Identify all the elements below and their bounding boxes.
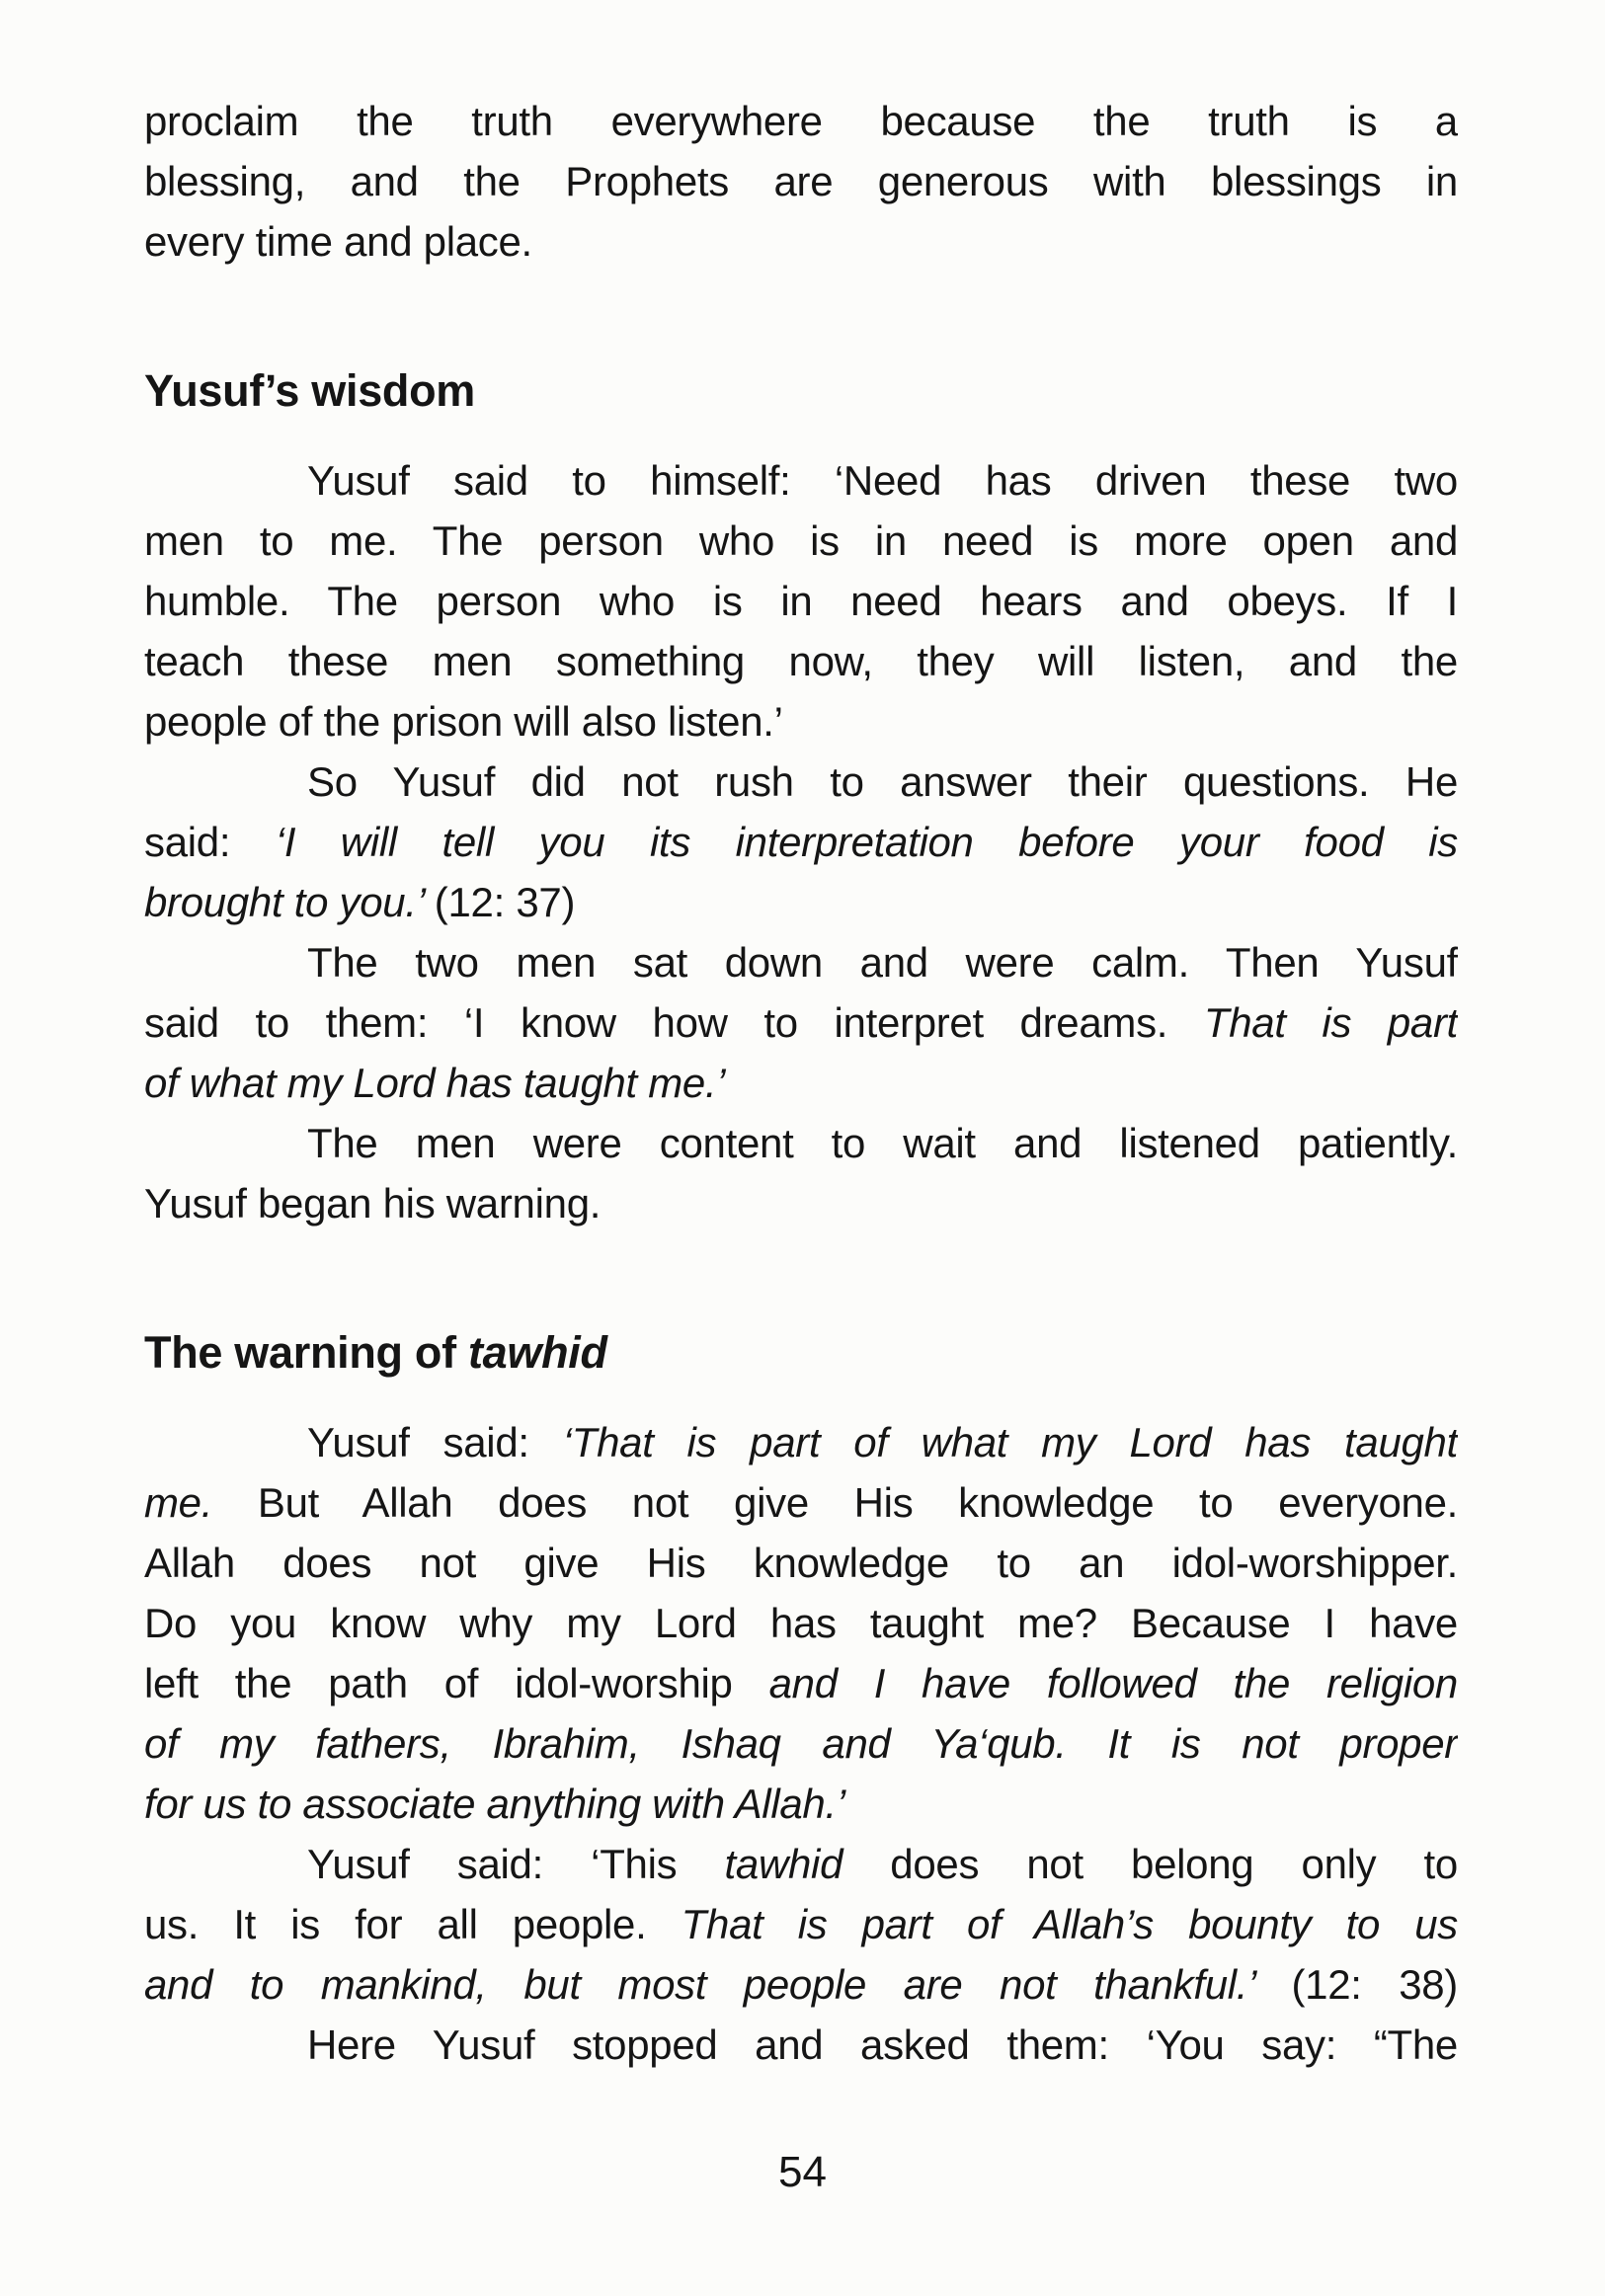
body-paragraph <box>144 932 1458 1113</box>
text-run: said: <box>144 819 276 865</box>
body-paragraph <box>144 1412 1458 1834</box>
body-paragraph <box>144 450 1458 752</box>
text-run: does not belong only to <box>843 1841 1458 1887</box>
italic-text-run: and I have followed the religion <box>768 1660 1458 1706</box>
text-line <box>144 1834 1458 1894</box>
body-paragraph <box>144 1113 1458 1233</box>
text-line <box>144 1113 1458 1173</box>
text-line <box>144 211 1458 272</box>
text-line <box>144 992 1458 1053</box>
text-run: said to them: ‘I know how to interpret dreams. <box>144 999 1204 1046</box>
text-run: blessing, and the Prophets are generous with blessings in <box>144 158 1458 204</box>
text-line <box>144 511 1458 571</box>
italic-text-run: for us to associate anything with Allah.’ <box>144 1781 845 1827</box>
text-run: Do you know why my Lord has taught me? Because I have <box>144 1600 1458 1646</box>
text-line <box>144 571 1458 631</box>
text-line <box>144 91 1458 151</box>
body-paragraph <box>144 752 1458 932</box>
section-heading <box>144 1322 1458 1383</box>
text-line <box>144 1713 1458 1774</box>
text-run: The men were content to wait and listened patiently. <box>307 1120 1458 1166</box>
text-run: proclaim the truth everywhere because the truth is a <box>144 98 1458 144</box>
italic-text-run: and to mankind, but most people are not thankful.’ <box>144 1961 1292 2008</box>
text-run: So Yusuf did not rush to answer their questions. He <box>307 758 1458 805</box>
text-run: left the path of idol-worship <box>144 1660 769 1706</box>
text-run: But Allah does not give His knowledge to everyone. <box>212 1479 1458 1526</box>
text-run: us. It is for all people. <box>144 1901 682 1947</box>
text-run: Yusuf began his warning. <box>144 1180 602 1227</box>
text-line <box>144 1774 1458 1834</box>
text-line <box>144 1173 1458 1233</box>
text-line <box>144 631 1458 691</box>
text-line <box>144 1053 1458 1113</box>
text-run: every time and place. <box>144 218 532 265</box>
text-run: The two men sat down and were calm. Then Yusuf <box>307 939 1458 986</box>
text-line <box>144 1593 1458 1653</box>
text-line <box>144 151 1458 211</box>
body-paragraph <box>144 1834 1458 2015</box>
italic-text-run: of what my Lord has taught me.’ <box>144 1060 726 1106</box>
text-line <box>144 932 1458 992</box>
text-line <box>144 691 1458 752</box>
text-run: Yusuf said: ‘This <box>307 1841 725 1887</box>
text-run: humble. The person who is in need hears and obeys. If I <box>144 578 1458 624</box>
text-line <box>144 1653 1458 1713</box>
italic-text-run: brought to you.’ <box>144 879 435 925</box>
text-column <box>144 91 1458 2075</box>
text-line <box>144 1954 1458 2015</box>
italic-text-run: That is part <box>1203 999 1458 1046</box>
italic-text-run: ‘That is part of what my Lord has taught <box>562 1419 1458 1465</box>
italic-text-run: tawhid <box>724 1841 843 1887</box>
italic-text-run: ‘I will tell you its interpretation before your food is <box>275 819 1458 865</box>
text-line <box>144 812 1458 872</box>
text-line <box>144 450 1458 511</box>
italic-text-run: me. <box>144 1479 213 1526</box>
text-run: (12: 37) <box>434 879 576 925</box>
section-heading <box>144 360 1458 421</box>
text-run: Allah does not give His knowledge to an idol-worshipper. <box>144 1540 1458 1586</box>
text-line <box>144 1894 1458 1954</box>
italic-text-run: That is part of Allah’s bounty to us <box>681 1901 1458 1947</box>
page-number: 54 <box>778 2148 827 2196</box>
text-line <box>144 1412 1458 1472</box>
body-paragraph <box>144 2015 1458 2075</box>
text-line <box>144 872 1458 932</box>
text-run: Yusuf said: <box>307 1419 563 1465</box>
text-line <box>144 2015 1458 2075</box>
text-line <box>144 1472 1458 1533</box>
body-paragraph <box>144 91 1458 272</box>
text-run: people of the prison will also listen.’ <box>144 698 783 745</box>
text-run: Yusuf said to himself: ‘Need has driven these two <box>307 457 1458 504</box>
italic-text-run: tawhid <box>468 1327 607 1378</box>
text-line <box>144 1533 1458 1593</box>
text-run: men to me. The person who is in need is more open and <box>144 517 1458 564</box>
text-run: The warning of <box>144 1327 468 1378</box>
text-run: teach these men something now, they will listen, and the <box>144 638 1458 684</box>
text-run: Here Yusuf stopped and asked them: ‘You say: “The <box>307 2021 1458 2068</box>
text-line <box>144 752 1458 812</box>
italic-text-run: of my fathers, Ibrahim, Ishaq and Ya‘qub. It is not proper <box>144 1720 1458 1767</box>
text-run: Yusuf’s wisdom <box>144 365 476 416</box>
text-run: (12: 38) <box>1291 1961 1458 2008</box>
